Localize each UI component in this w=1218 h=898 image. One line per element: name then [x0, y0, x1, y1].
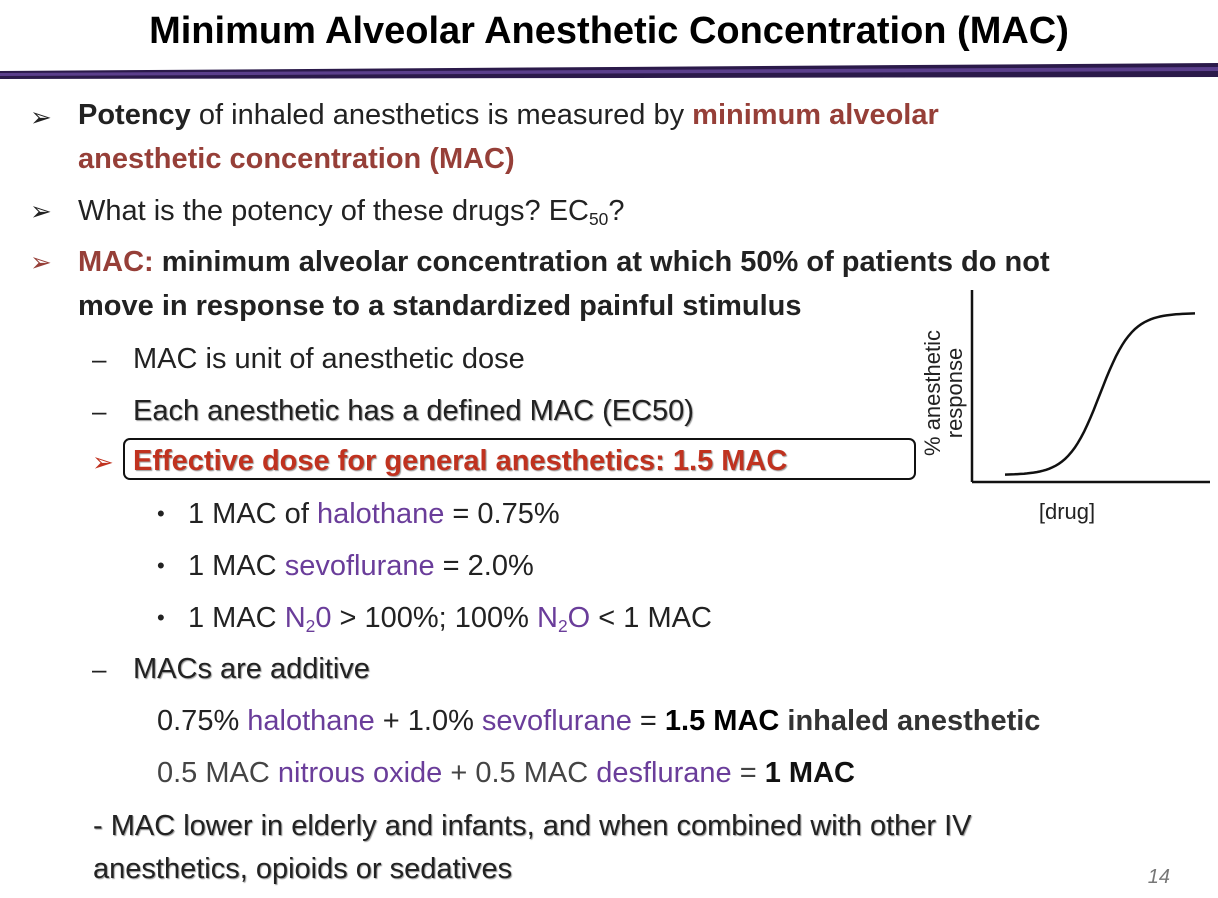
bullet-mac-definition: MAC: minimum alveolar concentration at which 50% of patients do not: [78, 246, 1050, 278]
bullet-mac-definition-cont: move in response to a standardized painful stimulus: [78, 290, 802, 322]
bullet-potency: Potency of inhaled anesthetics is measured by minimum alveolar: [78, 99, 939, 131]
page-number: 14: [1147, 866, 1170, 888]
sigmoid-curve: [1005, 313, 1195, 474]
arrow-bullet-icon: ➢: [92, 447, 114, 477]
drug-sevoflurane: 1 MAC sevoflurane = 2.0%: [188, 550, 534, 582]
note-mac-lower-cont: anesthetics, opioids or sedatives: [93, 853, 513, 885]
note-mac-lower: - MAC lower in elderly and infants, and when combined with other IV: [93, 810, 972, 842]
example-additive-2: 0.5 MAC nitrous oxide + 0.5 MAC desflurane = 1 MAC: [157, 757, 855, 789]
dash-bullet: –: [92, 396, 107, 426]
dash-bullet: –: [92, 654, 107, 684]
drug-halothane: 1 MAC of halothane = 0.75%: [188, 498, 560, 530]
dot-bullet: •: [157, 501, 165, 526]
page-title: Minimum Alveolar Anesthetic Concentration (MAC): [149, 10, 1069, 52]
dot-bullet: •: [157, 605, 165, 630]
y-axis-label-line2: response: [942, 347, 967, 439]
sub-defined-mac: Each anesthetic has a defined MAC (EC50): [133, 395, 694, 427]
example-additive-1: 0.75% halothane + 1.0% sevoflurane = 1.5 MAC inhaled anesthetic: [157, 705, 1041, 737]
dash-bullet: –: [92, 344, 107, 374]
dot-bullet: •: [157, 553, 165, 578]
sub-mac-unit: MAC is unit of anesthetic dose: [133, 343, 525, 375]
x-axis-label: [drug]: [1038, 499, 1096, 524]
drug-nitrous-oxide: 1 MAC $N_20 > 100\%$; 100% $N_2O < 1$ MAC: [188, 602, 712, 637]
arrow-bullet-icon: ➢: [30, 102, 52, 132]
dose-response-chart: [910, 285, 1210, 535]
sub-effective-dose: Effective dose for general anesthetics: 1.5 MAC: [133, 445, 788, 477]
bullet-potency-cont: anesthetic concentration (MAC): [78, 143, 515, 175]
bullet-potency-question: What is the potency of these drugs? $EC_{50}$?: [78, 195, 625, 230]
arrow-bullet-icon: ➢: [30, 247, 52, 277]
title-underline-bar: [0, 63, 1218, 79]
y-axis-label-line1: % anesthetic: [920, 330, 945, 456]
sub-additive: MACs are additive: [133, 653, 370, 685]
arrow-bullet-icon: ➢: [30, 196, 52, 226]
